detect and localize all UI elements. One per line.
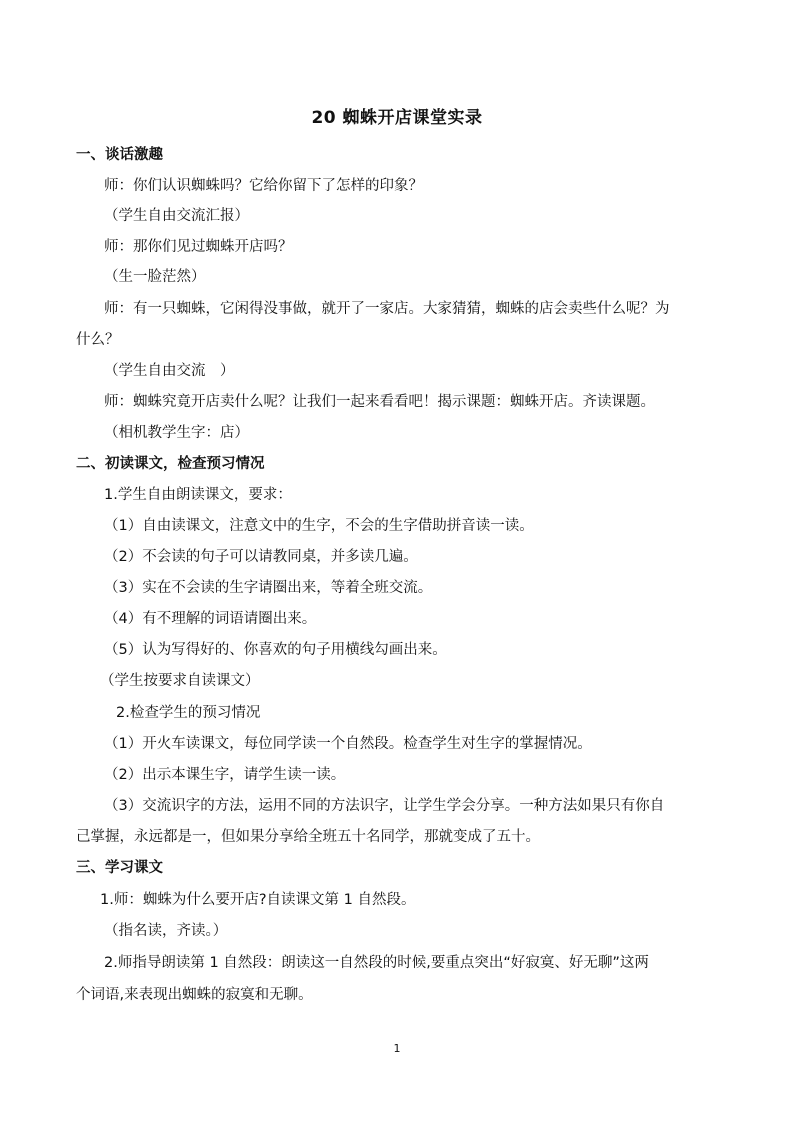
paragraph-line: 个词语,来表现出蜘蛛的寂寞和无聊。 bbox=[76, 987, 313, 1003]
page-title: 20 蜘蛛开店课堂实录 bbox=[311, 108, 483, 128]
paragraph-line: （4）有不理解的词语请圈出来。 bbox=[104, 611, 317, 627]
paragraph-line: 1.学生自由朗读课文，要求： bbox=[104, 487, 292, 503]
paragraph-line: （2）不会读的句子可以请教同桌，并多读几遍。 bbox=[104, 549, 418, 565]
paragraph-line: 1.师：蜘蛛为什么要开店?自读课文第 1 自然段。 bbox=[100, 892, 416, 908]
paragraph-line: 师：有一只蜘蛛，它闲得没事做，就开了一家店。大家猜猜，蜘蛛的店会卖些什么呢？为 bbox=[104, 301, 670, 317]
page-number: 1 bbox=[393, 1042, 401, 1055]
paragraph-line: （指名读，齐读。） bbox=[104, 923, 228, 939]
paragraph-line: （学生自由交流汇报） bbox=[104, 208, 249, 224]
paragraph-line: （1）开火车读课文，每位同学读一个自然段。检查学生对生字的掌握情况。 bbox=[104, 736, 592, 752]
paragraph-line: （3）实在不会读的生字请圈出来，等着全班交流。 bbox=[104, 580, 433, 596]
paragraph-line: （学生自由交流 ） bbox=[104, 363, 235, 379]
paragraph-line: 师：你们认识蜘蛛吗？它给你留下了怎样的印象？ bbox=[104, 178, 423, 194]
section-heading: 三、学习课文 bbox=[76, 860, 163, 876]
paragraph-line: （学生按要求自读课文） bbox=[100, 673, 260, 689]
paragraph-line: 师：那你们见过蜘蛛开店吗？ bbox=[104, 239, 293, 255]
paragraph-line: （3）交流识字的方法，运用不同的方法识字，让学生学会分享。一种方法如果只有你自 bbox=[104, 798, 665, 814]
paragraph-line: 师：蜘蛛究竟开店卖什么呢？让我们一起来看看吧！揭示课题：蜘蛛开店。齐读课题。 bbox=[104, 394, 655, 410]
paragraph-line: （生一脸茫然） bbox=[104, 269, 206, 285]
paragraph-line: （2）出示本课生字，请学生读一读。 bbox=[104, 767, 346, 783]
paragraph-line: 什么？ bbox=[76, 332, 120, 348]
section-heading: 二、初读课文，检查预习情况 bbox=[76, 456, 265, 472]
paragraph-line: 己掌握，永远都是一，但如果分享给全班五十名同学，那就变成了五十。 bbox=[76, 829, 540, 845]
paragraph-line: （5）认为写得好的、你喜欢的句子用横线勾画出来。 bbox=[104, 642, 447, 658]
paragraph-line: （相机教学生字：店） bbox=[104, 425, 249, 441]
paragraph-line: （1）自由读课文，注意文中的生字，不会的生字借助拼音读一读。 bbox=[104, 518, 534, 534]
paragraph-line: 2.检查学生的预习情况 bbox=[116, 705, 261, 721]
paragraph-line: 2.师指导朗读第 1 自然段：朗读这一自然段的时候,要重点突出“好寂寞、好无聊”这两 bbox=[104, 955, 649, 971]
section-heading: 一、谈话激趣 bbox=[76, 147, 163, 163]
